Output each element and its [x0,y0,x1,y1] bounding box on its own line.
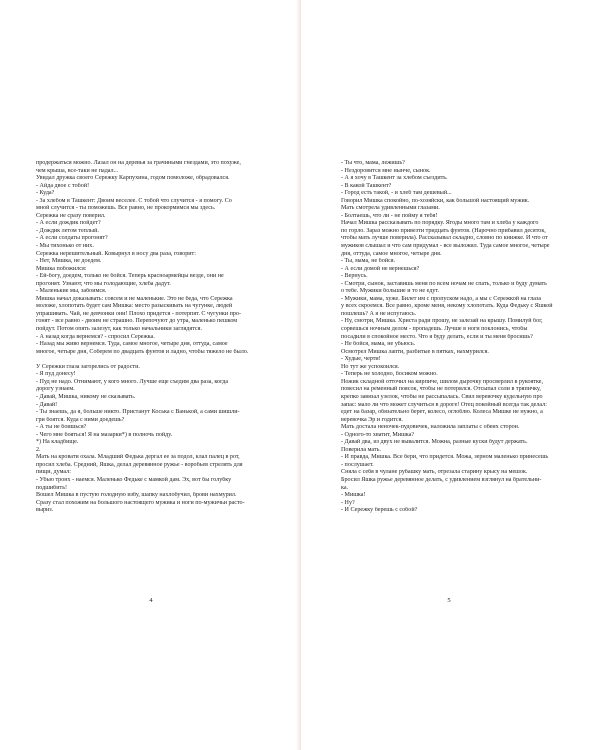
text-line: - Мишка! [341,492,366,499]
text-line: - Смотри, сынок, заставишь меня по всем ночам не спать, только и буду думать [341,280,547,287]
left-page-number: 4 [149,597,153,604]
text-line: - За хлебом в Ташкент: Двоим веселее. С тобой что случится - я помогу. Со [36,197,232,204]
right-page-number: 5 [447,597,451,604]
text-line: упрашивать. Чай, не девчонки они! Плохо придется - потерпят. С чугунки про- [36,310,242,317]
text-line: Осмотрел Мишка лапти, разбитые в пятках, нахмурился. [341,348,489,355]
left-page [0,0,299,750]
text-line: запас: мало ли что может случиться в дороге! Отец покойный всегда так делал: [341,401,547,408]
text-line: подшибить! [36,484,68,491]
left-page-text [36,160,276,515]
text-line: - Пуд не надо. Отнимают, у кого много. Лучше еще съедим два раза, когда [36,378,229,385]
text-line: - Я пуд донесу! [36,371,76,378]
text-line: - Куда? [36,190,55,197]
text-line: Но тут же успокоился. [341,363,400,370]
text-line: Мать достала неночек-пудовичек, наложила заплаты с обеих сторон. [341,424,520,431]
text-line: - Мужики, мама, хуже. Билет им с пропуском надо, а мы с Сережкой на глаза [341,295,542,302]
text-line: - Нет, Мишка, не доедем. [36,258,102,265]
text-line: - А я хочу в Ташкент за хлебом съездить. [341,175,448,182]
text-line: Сережка не сразу поверил. [36,212,106,219]
text-line: - Ну? [341,499,355,506]
text-line: дорогу узнаем. [36,386,75,393]
text-line: продержаться можно. Лазал он на деревья за грачиными гнездами, это похуже, [36,160,241,166]
right-page [301,0,600,750]
text-line: - Нездоровится мне нынче, сынок. [341,167,431,174]
text-line: У Сережки глаза загорелись от радости. [36,363,140,370]
text-line: Вошел Мишка в пустую голодную избу, шапку нахлобучил, брови нахмурил. [36,492,237,499]
text-line: пошлешь? А я не испугаюсь. [341,310,417,317]
text-line: - Маленькие мы, забоимся. [36,288,107,295]
text-line: пищи, думал: [36,469,71,476]
right-page-text [341,160,581,515]
text-line: - Чего мне бояться! Я на мазарки*) в полночь пойду. [36,431,173,438]
text-line: - Мы тихонько от них. [36,243,94,250]
text-line [36,356,276,364]
text-line: - Назад мы живо вернемся. Туда, самое многое, четыре дня, оттуда, самое [36,341,228,348]
text-line: Мишка начал доказывать: совсем и не маленькие. Это не беда, что Сережка [36,295,233,302]
text-line: ка. [341,484,349,491]
text-line: - Город есть такой, - и хлеб там дешевый... [341,190,452,197]
text-line: - Давай два, из двух не вывалится. Можна, разные куски будут держать. [341,439,528,446]
text-line: - А назад когда вернемся? - спросил Сережка. [36,333,155,340]
text-line: чтобы мать лучше поверила). Рассказывал складно, словно по книжке. И что от [341,235,548,242]
text-line: повесил на ременный поясок, чтобы не потерялся. Отсыпал соли в тряпичку, [341,386,541,393]
text-line: - Ты, мама, не бойся. [341,258,396,265]
text-line: моложе, хлопотать будет сам Мишка: место разыскивать на чугунке, людей [36,303,233,310]
text-line: дня, оттуда, самое многое, четыре дня. [341,250,442,257]
text-line: - А если солдаты прогонят? [36,235,108,242]
text-line: Мать смотрела удивленными глазами. [341,205,440,212]
text-line: сорвешься ночным делом - пропадешь. Лучше в ноги поклонись, чтобы [341,326,528,333]
text-line: - Давай, Мишка, никому не сказывать. [36,393,136,400]
text-line: прогонят. Узнают, что мы голодающие, хлеба дадут. [36,280,171,287]
text-line: - Ты знаешь, да я, больше никто. Пристанут Коська с Ванькой, а сами шишли- [36,409,240,416]
text-line: - А ты не боишься? [36,424,87,431]
text-line: - Дождик летом теплый. [36,227,99,234]
text-line: - Айда двое с тобой! [36,182,90,189]
text-line: - Убью тронх - наемся. Маленько Федьке с мамкой дам. Эх, вот бы голубку [36,476,232,483]
text-line: Мать на кровати охала. Младший Федька дергал ее за подол, клал палец в рот, [36,454,240,461]
text-line: Начал Мишка рассказывать по порядку. Ягоды много там и хлеба у каждого [341,220,539,227]
text-line: - Теперь не холодно, босиком можно. [341,371,438,378]
text-line: - А если домой не вернешься? [341,265,420,272]
text-line: по горло. Зараз можно привезти тридцать фунтов. (Нарочно прибавил десяток, [341,227,546,234]
text-line: - Не бойся, мама, не убьюсь. [341,341,416,348]
text-line: Поверила мать. [341,446,381,453]
text-line: пойдут. Потом опять залезут, как только начальники заглядятся. [36,326,202,333]
text-line: - Худые, черти! [341,356,381,363]
text-line: мной случится - ты поможешь. Все равно, не прокормимся мы здесь. [36,205,216,212]
text-line: - Ты что, мама, лежишь? [341,160,405,166]
text-line: - послушает. [341,461,374,468]
text-line: гонят - все равно - двоим не страшно. Перепочуют до утра, маленько пешком [36,318,238,325]
text-line: - Давай! [36,401,58,408]
text-line: Бросил Яшка ружье деревянное делать, с удивлением взглянул на брательни- [341,476,542,483]
text-line: - Болтаешь, что ли - не пойму я тебя! [341,212,438,219]
text-line: Мишка побожился: [36,265,87,272]
text-line: крепко завязал узелок, чтобы не рассыпалась. Свил веревочку кудельную про [341,393,543,400]
text-line: Сняла с себя в чулане рубашку мать, отрезала старину крысу на мешок. [341,469,528,476]
text-line: - И Сережку берешь с собой? [341,507,418,514]
text-line: Ножик складной отточил на кирпиче, шилом дырочку просверлил в рукоятке, [341,378,543,385]
text-line: чем крыша, все-таки не падал... [36,167,119,174]
text-line: - Ну, смотри, Мишка. Христа ради прошу, не залезай на крышу. Помилуй бог, [341,318,543,325]
text-line: Сережка нерешительный. Ковырнул в носу два раза, говорит: [36,250,196,257]
text-line: едет на базар, обязательно берет, колесо, оглоблю. Колеса Мишке не нужно, а [341,409,543,416]
text-line: гри боятся. Куда с ними доедешь? [36,416,125,423]
text-line: - Одного-то хватит, Мишка? [341,431,415,438]
text-line: - А если дождик пойдет? [36,220,101,227]
text-line: - В какой Ташкент? [341,182,392,189]
text-line: - И правда, Мишка. Все бери, что придется. Можа, зерном маленько принесешь [341,454,549,461]
text-line: многое, четыре дня, Соберем по двадцать фунтов и ладно, чтобы тяжело не было. [36,348,249,355]
text-line: мужиков слышал и что сам придумал - все выложил. Туда самое многое, четыре [341,243,550,250]
text-line: выриз. [36,507,54,514]
text-line: о тебе. Мужики большие и то не едут. [341,288,440,295]
text-line: - Вернусь. [341,273,368,280]
text-line: *) На кладбище. [36,439,79,446]
text-line: 2. [36,446,41,453]
text-line: у всех скроемся. Все равно, кроме меня, некому хлопотать. Куда Федьку с Яшкой [341,303,553,310]
text-line: просил хлеба. Средний, Яшка, делал деревянное ружье - воробьев стрелять для [36,461,243,468]
text-line: - Ей-богу, доедем, только не бойся. Теперь красноармейцы везде, они не [36,273,224,280]
text-line: Сразу стал похожим на большого настоящего мужика и ноги по-мужичьи расто- [36,499,245,506]
text-line: Увидал дружка своего Сережку Карпухина, годом помоложе, обрадовался. [36,175,230,182]
text-line: Говорил Мишка спокойно, по-хозяйски, как большой настоящий мужик. [341,197,530,204]
text-line: веревочка Эр и годится. [341,416,403,423]
text-line: посадили в спокойное место. Что я буду делать, если и ты меня бросишь? [341,333,533,340]
